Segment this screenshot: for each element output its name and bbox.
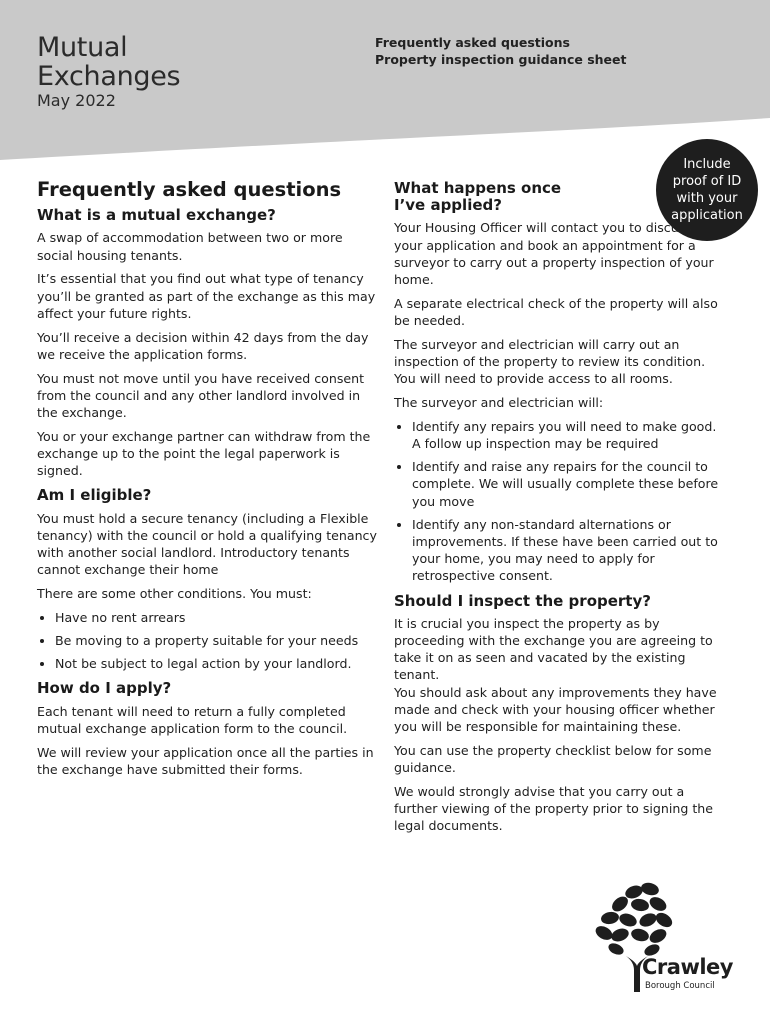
inspection-list: [394, 418, 726, 585]
list-item: Identify any repairs you will need to make good. A follow up inspection may be required: [394, 418, 726, 452]
document-date: May 2022: [37, 91, 116, 110]
subtitle-line-2: Property inspection guidance sheet: [375, 52, 627, 67]
paragraph: You’ll receive a decision within 42 days from the day we receive the application forms.: [37, 329, 369, 362]
paragraph: It’s essential that you find out what type of tenancy you’ll be granted as part of the exchange as this may affect your future rights.: [37, 271, 376, 321]
list-item: Identify and raise any repairs for the council to complete. We will usually complete these before you move: [394, 458, 726, 510]
faq-main-heading: Frequently asked questions: [37, 178, 342, 201]
left-column: [37, 180, 377, 785]
question-heading-eligible: Am I eligible?: [37, 486, 152, 505]
paragraph: You or your exchange partner can withdraw from the exchange up to the point the legal paperwork is signed.: [37, 428, 371, 479]
list-item: Have no rent arrears: [37, 609, 377, 626]
paragraph: The surveyor and electrician will:: [394, 395, 604, 411]
list-item: Not be subject to legal action by your landlord.: [37, 655, 377, 672]
question-heading-apply: How do I apply?: [37, 679, 172, 698]
document-title: [37, 33, 180, 91]
subtitle-line-1: Frequently asked questions: [375, 35, 570, 50]
paragraph-part: You should ask about any improvements they have made and check with your housing officer whether you will be responsible for maintaining these.: [394, 684, 717, 735]
logo-wordmark: Crawley: [642, 955, 733, 979]
list-item: Be moving to a property suitable for your needs: [37, 632, 377, 649]
header-subtitle: [375, 34, 626, 68]
paragraph: The surveyor and electrician will carry out an inspection of the property to review its condition. You will need to provide access to all rooms.: [394, 336, 706, 387]
paragraph-part: It is crucial you inspect the property as by proceeding with the exchange you are agreeing to take it on as seen and vacated by the existing tenant.: [394, 615, 713, 683]
list-item: Identify any non-standard alternations or improvements. If these have been carried out to your home, you may need to apply for retrospective consent.: [394, 516, 726, 585]
conditions-list: [37, 609, 377, 673]
badge-line-3: with your: [676, 191, 738, 206]
title-line-1: Mutual: [37, 32, 128, 63]
paragraph: Each tenant will need to return a fully completed mutual exchange application form to the council.: [37, 703, 348, 736]
badge-line-4: application: [671, 208, 743, 223]
logo-subtitle: Borough Council: [645, 981, 715, 991]
paragraph: [394, 615, 726, 735]
question-heading-mutual-exchange: What is a mutual exchange?: [37, 206, 276, 225]
paragraph: You must not move until you have received consent from the council and any other landlord involved in the exchange.: [37, 370, 365, 421]
paragraph: There are some other conditions. You must:: [37, 586, 312, 602]
paragraph: A separate electrical check of the property will also be needed.: [394, 295, 718, 329]
paragraph: We would strongly advise that you carry out a further viewing of the property prior to signing the legal documents.: [394, 783, 714, 834]
paragraph: Your Housing Officer will contact you to discuss your application and book an appointment for a surveyor to carry out a property inspection of your home.: [394, 220, 714, 288]
right-column: [394, 180, 726, 841]
question-heading-inspect: Should I inspect the property?: [394, 591, 651, 610]
paragraph: You can use the property checklist below for some guidance.: [394, 742, 712, 776]
paragraph: A swap of accommodation between two or more social housing tenants.: [37, 230, 343, 263]
badge-line-1: Include: [683, 157, 731, 172]
badge-line-2: proof of ID: [672, 174, 742, 189]
title-line-2: Exchanges: [37, 61, 181, 92]
paragraph: You must hold a secure tenancy (including a Flexible tenancy) with the council or hold a qualifying tenancy with another social landlord. Introductory tenants cannot exchange their home: [37, 510, 377, 578]
paragraph: We will review your application once all the parties in the exchange have submitted their forms.: [37, 744, 374, 777]
question-heading-after-applying: What happens once I’ve applied?: [394, 179, 562, 215]
